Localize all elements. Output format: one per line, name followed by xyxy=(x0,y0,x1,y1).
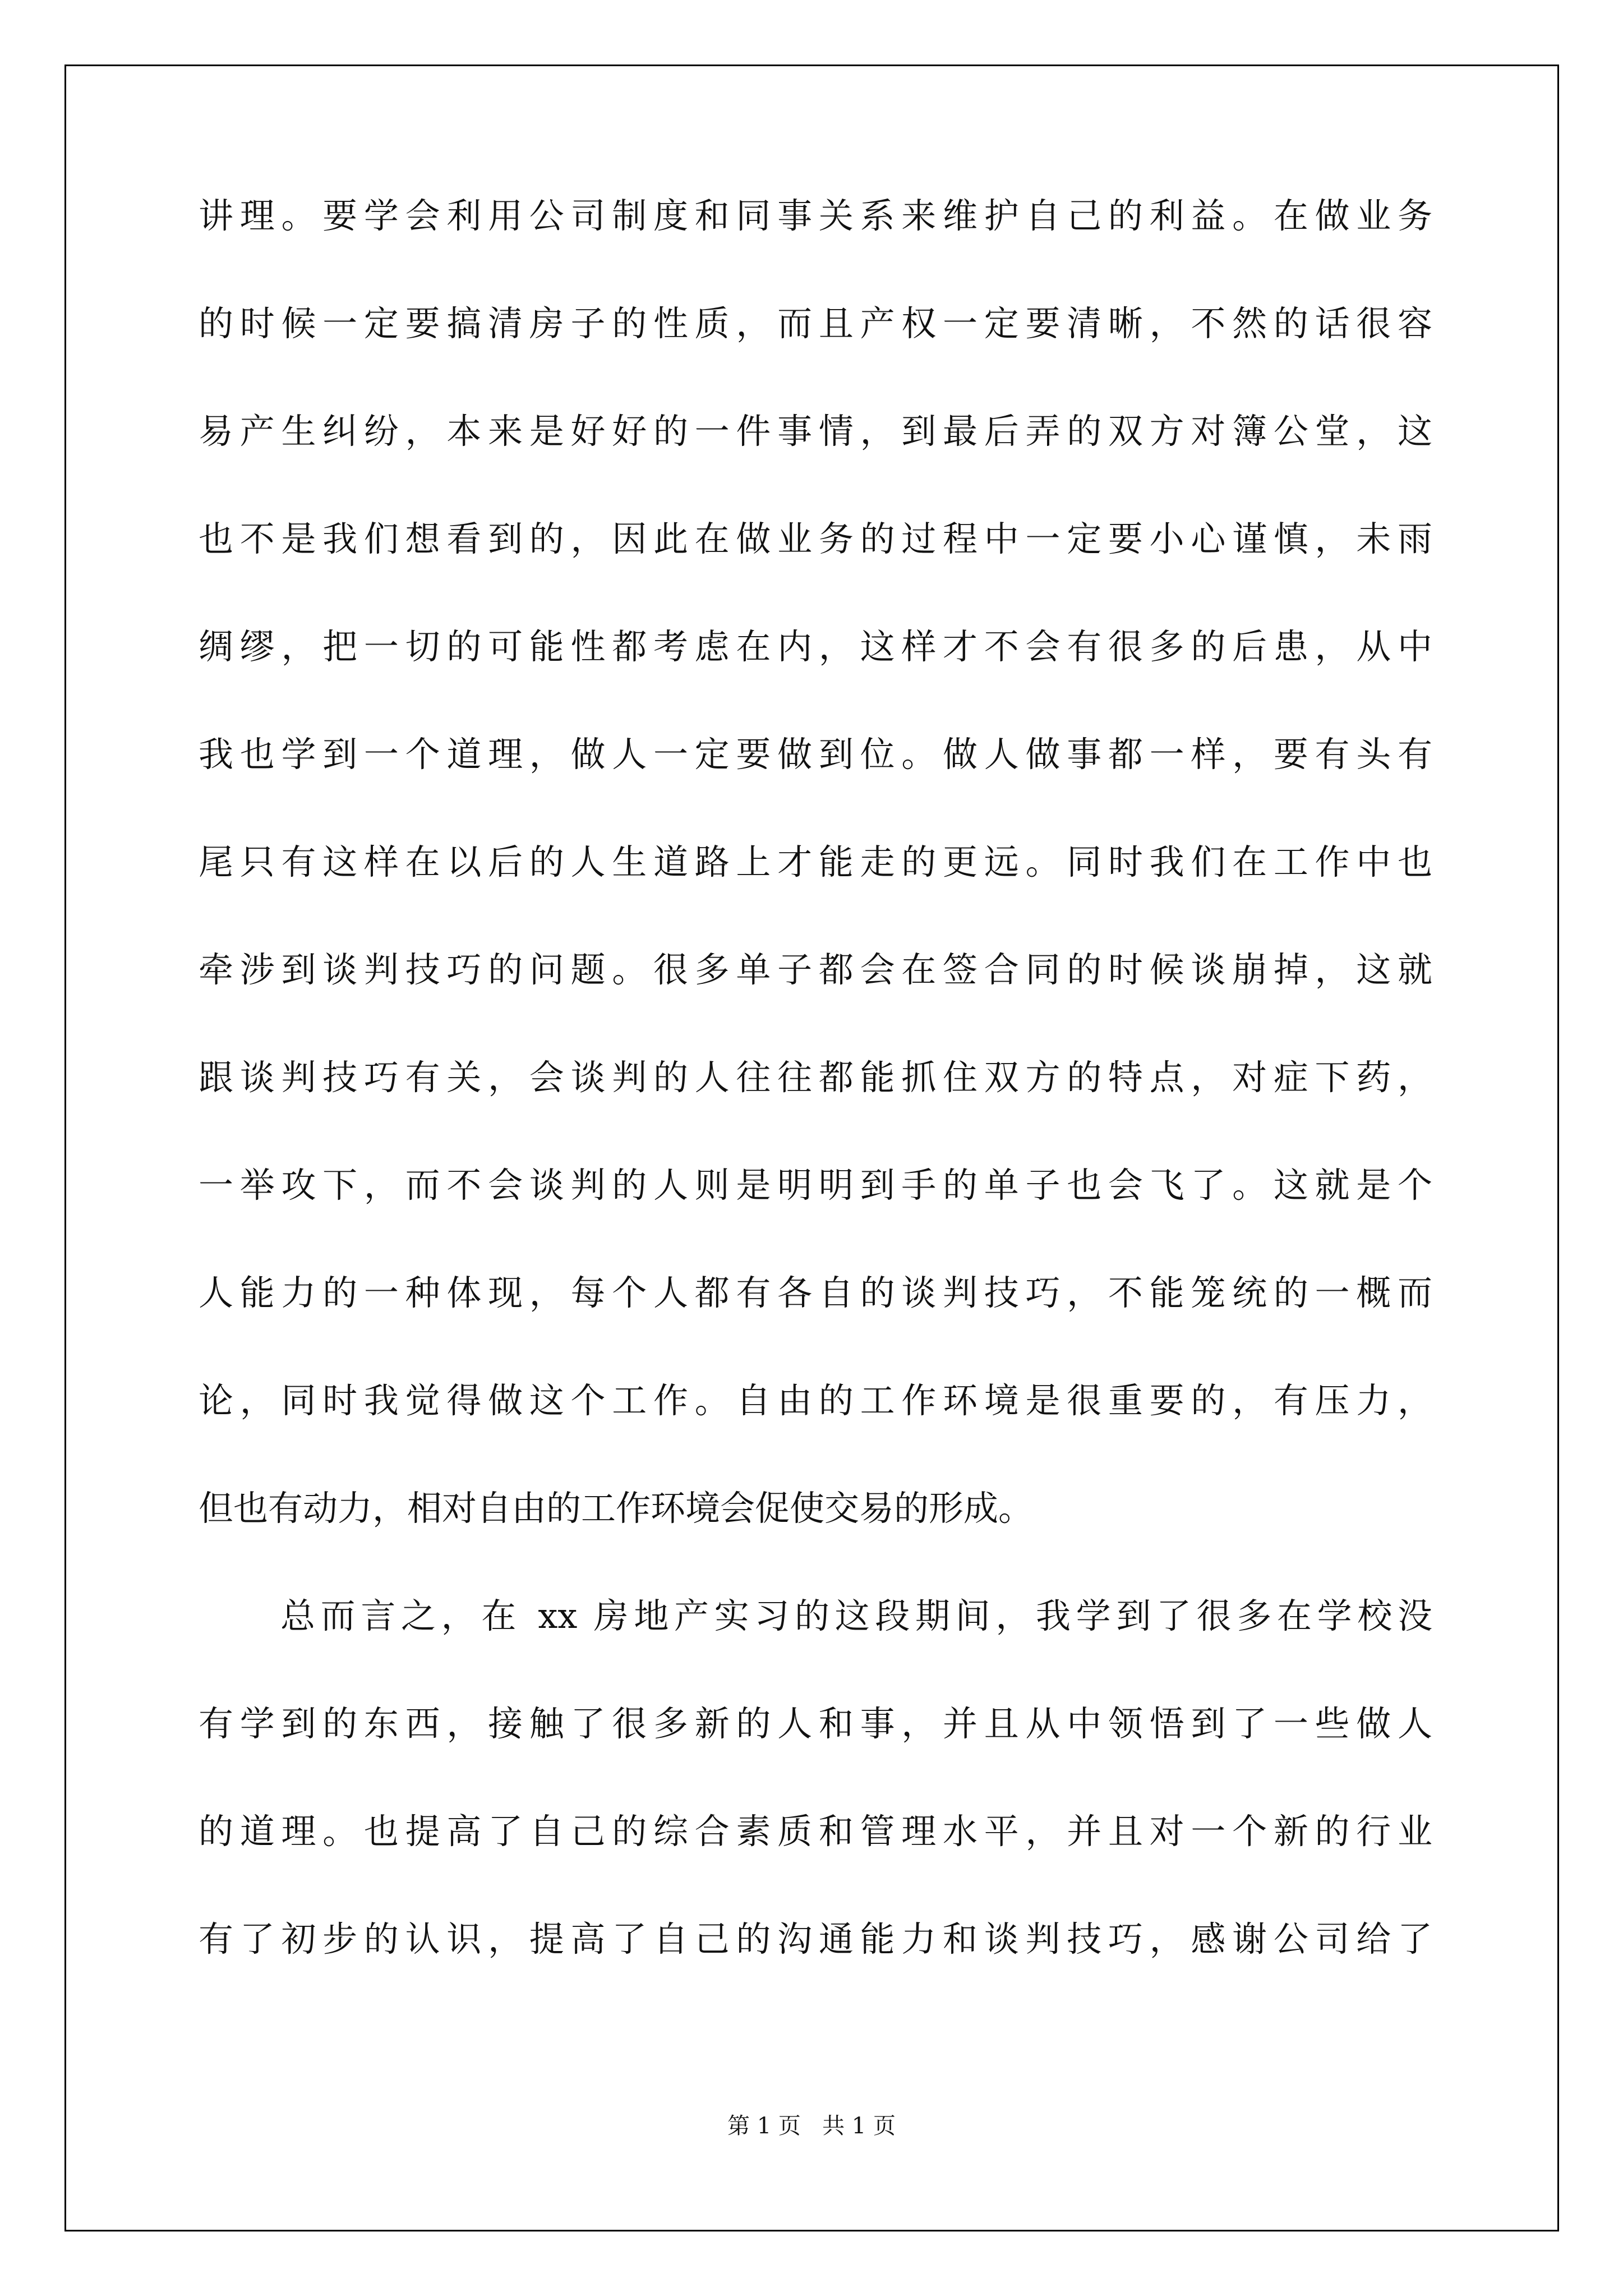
text-line: 也不是我们想看到的，因此在做业务的过程中一定要小心谨慎，未雨 xyxy=(199,518,1432,559)
text-line: 我也学到一个道理，做人一定要做到位。做人做事都一样，要有头有 xyxy=(199,734,1432,775)
text-line: 一举攻下，而不会谈判的人则是明明到手的单子也会飞了。这就是个 xyxy=(199,1165,1432,1205)
text-line: 易产生纠纷，本来是好好的一件事情，到最后弄的双方对簿公堂，这 xyxy=(199,411,1432,452)
text-line: 跟谈判技巧有关，会谈判的人往往都能抓住双方的特点，对症下药， xyxy=(199,1057,1432,1098)
text-line: 尾只有这样在以后的人生道路上才能走的更远。同时我们在工作中也 xyxy=(199,841,1432,882)
text-line: 人能力的一种体现，每个人都有各自的谈判技巧，不能笼统的一概而 xyxy=(199,1272,1432,1313)
text-line: 论，同时我觉得做这个工作。自由的工作环境是很重要的，有压力， xyxy=(199,1380,1432,1421)
text-line: 的道理。也提高了自己的综合素质和管理水平，并且对一个新的行业 xyxy=(199,1811,1432,1852)
text-line: 讲理。要学会利用公司制度和同事关系来维护自己的利益。在做业务 xyxy=(199,195,1432,236)
text-line: 牵涉到谈判技巧的问题。很多单子都会在签合同的时候谈崩掉，这就 xyxy=(199,949,1432,990)
text-line: 绸缪，把一切的可能性都考虑在内，这样才不会有很多的后患，从中 xyxy=(199,626,1432,667)
text-line-paragraph-end: 但也有动力，相对自由的工作环境会促使交易的形成。 xyxy=(199,1488,1034,1529)
page-border xyxy=(64,65,1559,2231)
text-line: 的时候一定要搞清房子的性质，而且产权一定要清晰，不然的话很容 xyxy=(199,303,1432,344)
text-line: 有学到的东西，接触了很多新的人和事，并且从中领悟到了一些做人 xyxy=(199,1703,1432,1744)
text-line-paragraph-start: 总而言之，在 xx 房地产实习的这段期间，我学到了很多在学校没 xyxy=(280,1595,1432,1636)
text-line: 有了初步的认识，提高了自己的沟通能力和谈判技巧，感谢公司给了 xyxy=(199,1918,1432,1959)
page-footer: 第 1 页 共 1 页 xyxy=(727,2113,896,2139)
